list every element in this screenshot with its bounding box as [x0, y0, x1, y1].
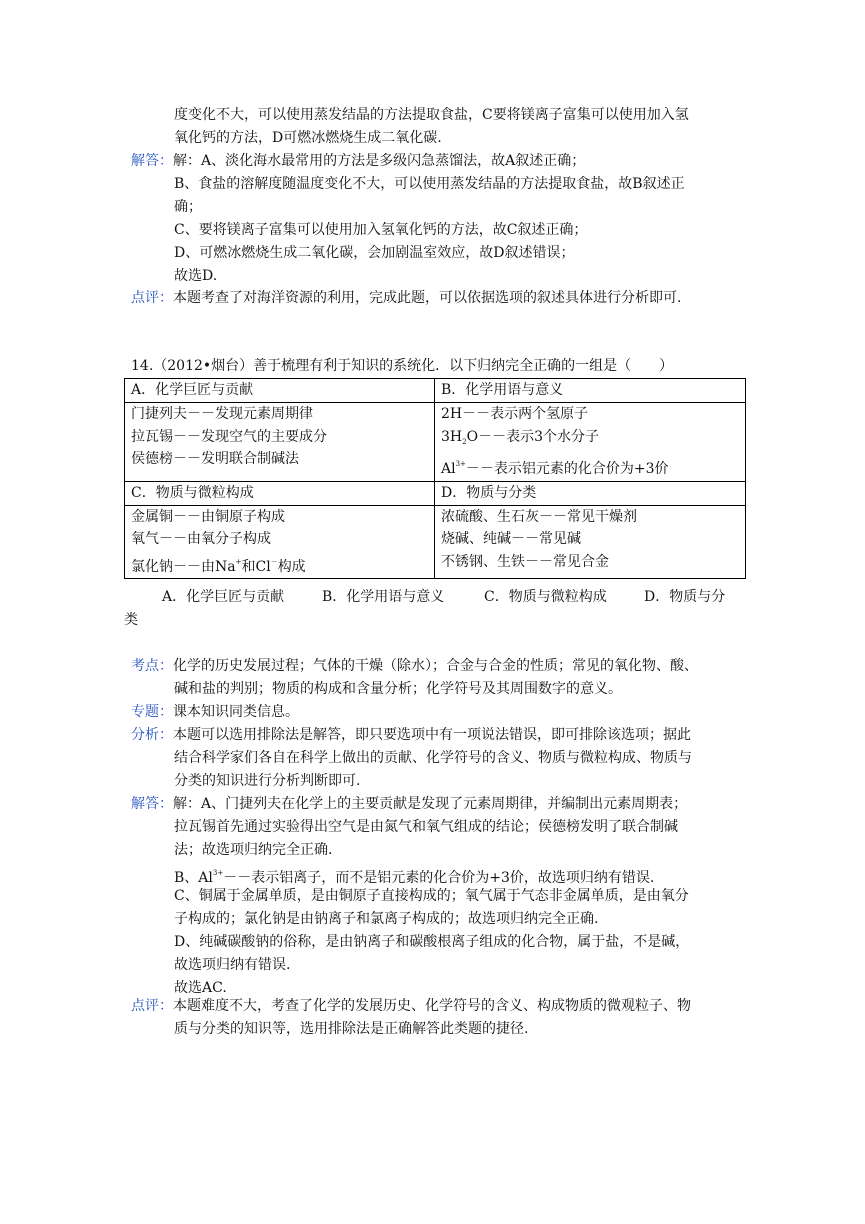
- text-line: 子构成的；氯化钠是由钠离子和氯离子构成的；故选项归纳完全正确.: [174, 911, 599, 927]
- text-line: D、可燃冰燃烧生成二氧化碳，会加剧温室效应，故D叙述错误；: [174, 245, 575, 261]
- text-line: 度变化不大，可以使用蒸发结晶的方法提取食盐，C要将镁离子富集可以使用加入氢: [174, 107, 689, 123]
- superscript: －: [270, 557, 278, 566]
- formula-text: 构成: [277, 558, 306, 575]
- text-line: 解：A、门捷列夫在化学上的主要贡献是发现了元素周期律，并编制出元素周期表；: [173, 796, 688, 812]
- formula-text: O－－表示3个水分子: [466, 428, 599, 445]
- cell-line: 拉瓦锡－－发现空气的主要成分: [131, 428, 327, 445]
- solution-jieda: [131, 793, 746, 1000]
- text-line: 拉瓦锡首先通过实验得出空气是由氮气和氧气组成的结论；侯德榜发明了联合制碱: [174, 819, 678, 835]
- text-line: [131, 862, 746, 885]
- text-line: 故选项归纳有错误.: [174, 957, 291, 973]
- solution-zhuanti: [131, 701, 746, 724]
- prev-answer: [131, 150, 746, 288]
- superscript: 3+: [212, 869, 224, 877]
- comment-label: 点评：: [131, 290, 173, 306]
- cell-line: 氧气－－由氧分子构成: [131, 531, 271, 547]
- cell-c-body: [125, 505, 435, 579]
- cell-line: 金属铜－－由铜原子构成: [131, 508, 285, 525]
- formula-text: 3H: [441, 428, 463, 445]
- solution-fenxi: [131, 724, 746, 793]
- cell-b-head: B．化学用语与意义: [435, 379, 746, 403]
- question-table: [124, 378, 746, 579]
- option-wrap: 类: [124, 612, 138, 628]
- text-line: 故选D.: [174, 268, 218, 284]
- text-line: 结合科学家们各自在科学上做出的贡献、化学符号的含义、物质与微粒构成、物质与: [174, 750, 692, 766]
- cell-line: 烧碱、纯碱－－常见碱: [441, 531, 581, 547]
- cell-line: [441, 426, 739, 454]
- kaodian-label: 考点：: [131, 658, 173, 674]
- answer-label: 解答：: [131, 153, 173, 169]
- subscript: 2: [462, 437, 467, 446]
- text-line: 碱和盐的判别；物质的构成和含量分析；化学符号及其周围数字的意义。: [174, 681, 622, 697]
- superscript: 3+: [455, 460, 466, 468]
- dianping-label: 点评：: [131, 998, 173, 1014]
- cell-b-body: [435, 403, 746, 482]
- jieda-label: 解答：: [131, 796, 173, 812]
- text-line: B、食盐的溶解度随温度变化不大，可以使用蒸发结晶的方法提取食盐，故B叙述正: [174, 176, 685, 192]
- solution-kaodian: [131, 655, 746, 701]
- solution-dianping: [131, 995, 746, 1041]
- text-line: C、铜属于金属单质，是由铜原子直接构成的；氧气属于气态非金属单质，是由氧分: [174, 888, 689, 904]
- question-stem-text: 14.（2012•烟台）善于梳理有利于知识的系统化．以下归纳完全正确的一组是（ ）: [131, 358, 674, 374]
- prev-comment: [131, 287, 746, 310]
- formula-text: 和Cl: [241, 558, 271, 575]
- text-line: 解：A、淡化海水最常用的方法是多级闪急蒸馏法，故A叙述正确；: [173, 153, 586, 169]
- fenxi-label: 分析：: [131, 727, 173, 743]
- cell-line: [131, 551, 428, 579]
- cell-a-body: [125, 403, 435, 482]
- text-line: 课本知识同类信息。: [173, 704, 299, 720]
- formula-text: B、Al: [174, 870, 213, 885]
- cell-line: 浓硫酸、生石灰－－常见干燥剂: [441, 508, 637, 525]
- question-stem: [131, 355, 751, 378]
- cell-d-head: D．物质与分类: [435, 481, 746, 505]
- cell-line: 侯德榜－－发明联合制碱法: [131, 451, 299, 467]
- text-line: 故选AC.: [174, 980, 227, 996]
- formula-text: －－表示铝元素的化合价为+3价: [465, 461, 669, 477]
- formula-text: －－表示铝离子，而不是铝元素的化合价为+3价，故选项归纳有错误.: [223, 870, 655, 885]
- text-line: 本题难度不大，考查了化学的发展历史、化学符号的含义、构成物质的微观粒子、物: [173, 998, 691, 1014]
- text-line: C、要将镁离子富集可以使用加入氢氧化钙的方法，故C叙述正确；: [174, 222, 588, 238]
- option-d[interactable]: D．物质与分: [644, 589, 726, 605]
- cell-line: 2H－－表示两个氢原子: [441, 406, 589, 422]
- text-line: 氧化钙的方法，D可燃冰燃烧生成二氧化碳.: [174, 130, 442, 146]
- superscript: +: [235, 557, 242, 566]
- formula-text: Al: [441, 461, 456, 477]
- text-line: 本题可以选用排除法是解答，即只要选项中有一项说法错误，即可排除该选项；据此: [173, 727, 691, 743]
- cell-c-head: C．物质与微粒构成: [125, 481, 435, 505]
- text-line: D、纯碱碳酸钠的俗称，是由钠离子和碳酸根离子组成的化合物，属于盐，不是碱，: [174, 934, 690, 950]
- cell-d-body: [435, 505, 746, 579]
- option-c[interactable]: C．物质与微粒构成: [484, 589, 607, 605]
- cell-a-head: A．化学巨匠与贡献: [125, 379, 435, 403]
- text-line: 化学的历史发展过程；气体的干燥（除水）；合金与合金的性质；常见的氧化物、酸、: [173, 658, 698, 674]
- text-line: 法；故选项归纳完全正确.: [174, 842, 333, 858]
- option-b[interactable]: B．化学用语与意义: [322, 589, 445, 605]
- text-line: 分类的知识进行分析判断即可.: [174, 773, 361, 789]
- zhuanti-label: 专题：: [131, 704, 173, 720]
- option-a[interactable]: A．化学巨匠与贡献: [162, 589, 285, 605]
- text-line: 本题考查了对海洋资源的利用，完成此题，可以依据选项的叙述具体进行分析即可.: [173, 290, 682, 306]
- cell-line: 不锈钢、生铁－－常见合金: [441, 553, 609, 570]
- answer-options: [124, 586, 745, 632]
- formula-text: 氯化钠－－由Na: [131, 558, 236, 575]
- cell-line: [441, 453, 739, 481]
- text-line: 质与分类的知识等，选用排除法是正确解答此类题的捷径.: [174, 1021, 529, 1037]
- text-line: 确；: [174, 199, 202, 215]
- prev-analysis-tail: [131, 104, 746, 150]
- cell-line: 门捷列夫－－发现元素周期律: [131, 406, 313, 422]
